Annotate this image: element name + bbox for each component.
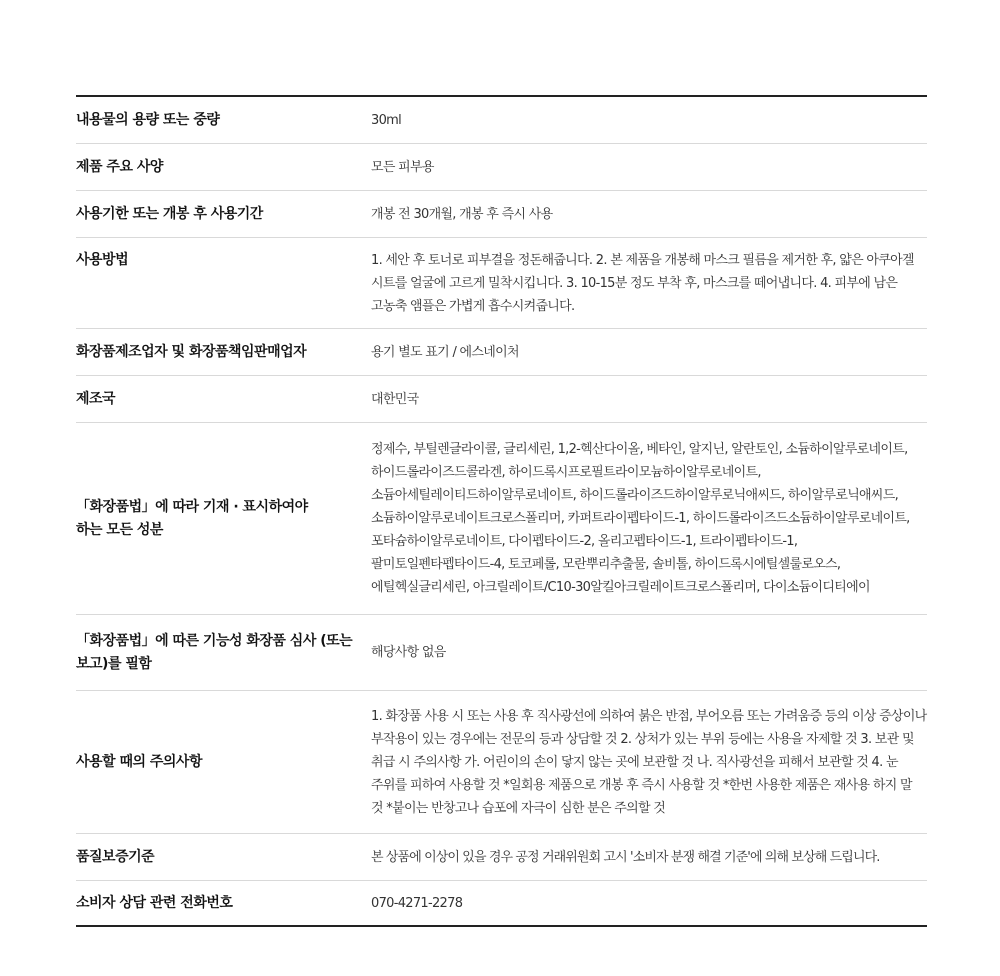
table-row [76, 423, 927, 615]
row-value: 070-4271-2278 [371, 895, 463, 911]
table-row [76, 615, 927, 691]
table-row [76, 691, 927, 834]
row-label: 소비자 상담 관련 전화번호 [76, 894, 233, 911]
row-value: 1. 화장품 사용 시 또는 사용 후 직사광선에 의하여 붉은 반점, 부어오름 또는 가려움증 등의 이상 증상이나 부작용이 있는 경우에는 전문의 등과 상담할 것 2. 상처가 있는 부위 등에는 사용을 자제할 것 3. 보관 및 취급 시 주의사항 가. 어린이의 손이 닿지 않는 곳에 보관할 것 나. 직사광선을 피해서 보관할 것 4. 눈 주위를 피하여 사용할 것 *일회용 제품으로 개봉 후 즉시 사용할 것 *한번 사용한 제품은 재사용 하지 말 것 *붙이는 반창고나 습포에 자극이 심한 분은 주의할 것 [371, 708, 927, 816]
table-row [76, 329, 927, 376]
row-label: 사용방법 [76, 252, 129, 268]
table-row [76, 97, 927, 144]
product-info-table [76, 95, 927, 927]
row-value: 해당사항 없음 [371, 645, 446, 660]
table-row [76, 881, 927, 925]
row-value: 모든 피부용 [371, 159, 434, 175]
table-row [76, 191, 927, 238]
row-value: 개봉 전 30개월, 개봉 후 즉시 사용 [371, 206, 553, 222]
table-row [76, 238, 927, 329]
row-value: 1. 세안 후 토너로 피부결을 정돈해줍니다. 2. 본 제품을 개봉해 마스크 필름을 제거한 후, 얇은 아쿠아겔 시트를 얼굴에 고르게 밀착시킵니다. 3. 10-15분 정도 부착 후, 마스크를 떼어냅니다. 4. 피부에 남은 고농축 앰플은 가볍게 흡수시켜줍니다. [371, 253, 914, 314]
row-label: 내용물의 용량 또는 중량 [76, 111, 220, 128]
row-label: 품질보증기준 [76, 848, 155, 865]
row-value: 본 상품에 이상이 있을 경우 공정 거래위원회 고시 '소비자 분쟁 해결 기준'에 의해 보상해 드립니다. [371, 849, 880, 865]
row-label: 사용기한 또는 개봉 후 사용기간 [76, 205, 263, 222]
table-row [76, 834, 927, 881]
row-value: 정제수, 부틸렌글라이콜, 글리세린, 1,2-헥산다이올, 베타인, 알지닌, 알란토인, 소듐하이알루로네이트, 하이드롤라이즈드콜라겐, 하이드록시프로필트라이모늄하이알루로네이트, 소듐아세틸레이티드하이알루로네이트, 하이드롤라이즈드하이알루로닉애씨드, 하이알루로닉애씨드, 소듐하이알루로네이트크로스폴리머, 카퍼트라이펩타이드-1, 하이드롤라이즈드소듐하이알루로네이트, 포타슘하이알루로네이트, 다이펩타이드-2, 올리고펩타이드-1, 트라이펩타이드-1, 팔미토일펜타펩타이드-4, 토코페롤, 모란뿌리추출물, 솔비톨, 하이드록시에틸셀룰로오스, 에틸헥실글리세린, 아크릴레이트/C10-30알킬아크릴레이트크로스폴리머, 다이소듐이디티에이 [371, 442, 910, 595]
table-row [76, 376, 927, 423]
row-value: 30ml [371, 112, 402, 128]
row-label: 「화장품법」에 따라 기재 · 표시하여야 하는 모든 성분 [76, 498, 308, 538]
row-value: 용기 별도 표기 / 에스네이처 [371, 344, 519, 360]
row-label: 「화장품법」에 따른 기능성 화장품 심사 (또는 보고)를 필함 [76, 632, 353, 672]
table-row [76, 144, 927, 191]
row-label: 제조국 [76, 390, 116, 407]
row-label: 사용할 때의 주의사항 [76, 753, 202, 770]
row-value: 대한민국 [371, 391, 419, 407]
row-label: 화장품제조업자 및 화장품책임판매업자 [76, 343, 307, 360]
row-label: 제품 주요 사양 [76, 158, 163, 175]
